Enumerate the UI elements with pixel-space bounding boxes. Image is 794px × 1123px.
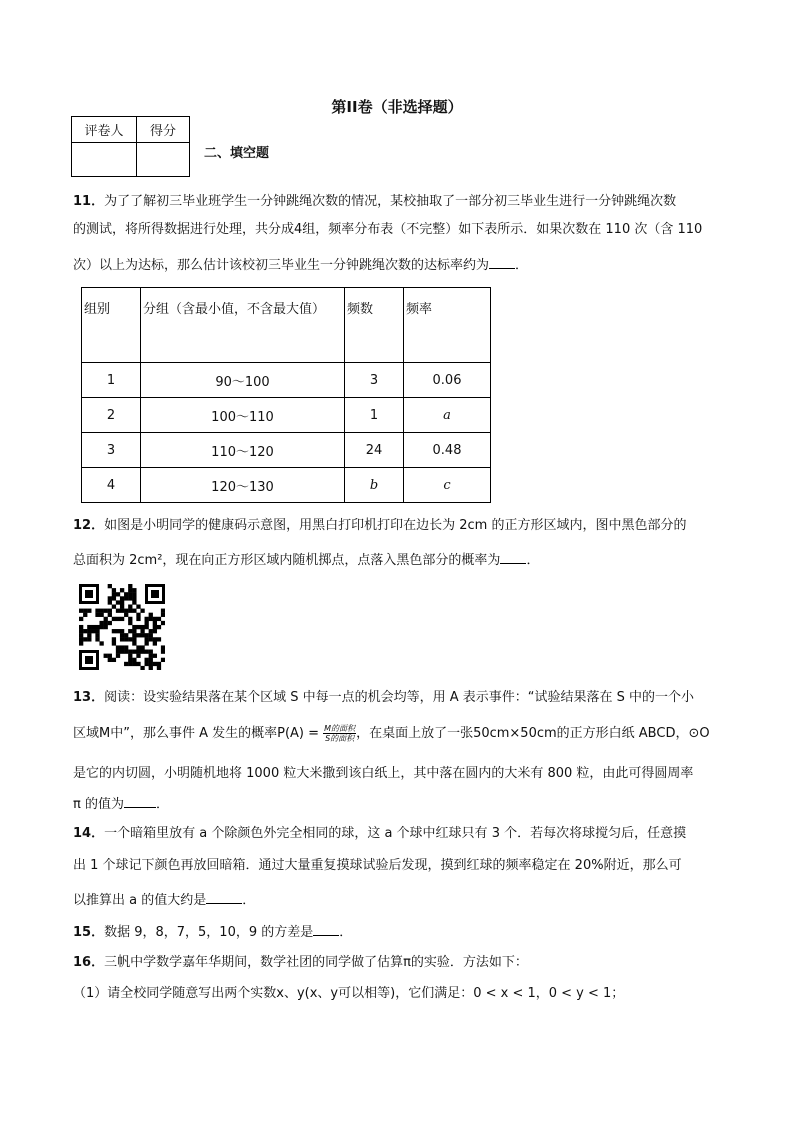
- header-count: 频数: [345, 288, 404, 363]
- q13-number: 13．: [73, 690, 105, 705]
- q14-line3: 以推算出 a 的值大约是 ．: [73, 893, 256, 908]
- header-frequency: 频率: [404, 288, 491, 363]
- q11-line3: 次）以上为达标，那么估计该校初三毕业生一分钟跳绳次数的达标率约为 ．: [73, 258, 529, 273]
- q16-number: 16．: [73, 955, 105, 970]
- q14-answer-blank[interactable]: [206, 891, 242, 904]
- q11-number: 11．: [73, 194, 105, 209]
- table-row: 2 100～110 1 a: [82, 398, 491, 433]
- q14-line2: 出 1 个球记下颜色再放回暗箱．通过大量重复摸球试验后发现，摸到红球的频率稳定在 20%附近，那么可: [73, 858, 682, 873]
- section-heading: 二、填空题: [204, 146, 270, 161]
- q16-line1: 16．三帆中学数学嘉年华期间，数学社团的同学做了估算π的实验．方法如下：: [73, 955, 528, 970]
- q13-line2: 区域M中”，那么事件 A 发生的概率P(A) = $\frac{\text{M的面积}}{\text{S的面积}}$ ，在桌面上放了一张50cm×50cm的正方形白纸 ABCD，⊙O: [73, 724, 710, 743]
- frequency-table: [81, 287, 491, 503]
- q13-line1: 13．阅读：设实验结果落在某个区域 S 中每一点的机会均等，用 A 表示事件：“试验结果落在 S 中的一个小: [73, 690, 695, 705]
- q11-line1: 11．为了了解初三毕业班学生一分钟跳绳次数的情况，某校抽取了一部分初三毕业生进行一分钟跳绳次数: [73, 194, 677, 209]
- q15-answer-blank[interactable]: [313, 923, 339, 936]
- header-range: 分组（含最小值，不含最大值）: [141, 288, 345, 363]
- qr-code-image: [79, 584, 165, 670]
- score-box: [71, 116, 190, 177]
- table-row: 3 110～120 24 0.48: [82, 433, 491, 468]
- q14-number: 14．: [73, 826, 105, 841]
- probability-fraction: $\frac{\text{M的面积}}{\text{S的面积}}$: [324, 724, 356, 743]
- header-group: 组别: [82, 288, 141, 363]
- q12-line1: 12．如图是小明同学的健康码示意图，用黑白打印机打印在边长为 2cm 的正方形区域内，图中黑色部分的: [73, 518, 687, 533]
- q12-number: 12．: [73, 518, 105, 533]
- q12-line2: 总面积为 2cm²，现在向正方形区域内随机掷点，点落入黑色部分的概率为 ．: [73, 553, 540, 568]
- q15-line1: 15．数据 9，8，7，5，10，9 的方差是 ．: [73, 925, 353, 940]
- frequency-table-header: [82, 288, 491, 363]
- table-row: 1 90～100 3 0.06: [82, 363, 491, 398]
- page-title: 第II卷（非选择题）: [331, 98, 463, 116]
- table-row: 4 120～130 b c: [82, 468, 491, 503]
- q12-answer-blank[interactable]: [500, 551, 526, 564]
- q11-line2: 的测试，将所得数据进行处理，共分成4组，频率分布表（不完整）如下表所示．如果次数在 110 次（含 110: [73, 222, 703, 237]
- score-box-score-label: 得分: [137, 117, 190, 143]
- q16-line2: （1）请全校同学随意写出两个实数x、y(x、y可以相等)，它们满足：0 < x < 1，0 < y < 1；: [73, 986, 625, 1001]
- score-box-reviewer-label: 评卷人: [72, 117, 137, 143]
- q11-answer-blank[interactable]: [489, 256, 515, 269]
- score-box-score-cell: [137, 143, 190, 177]
- q13-line3: 是它的内切圆，小明随机地将 1000 粒大米撒到该白纸上，其中落在圆内的大米有 800 粒，由此可得圆周率: [73, 766, 694, 781]
- q15-number: 15．: [73, 925, 105, 940]
- score-box-reviewer-cell: [72, 143, 137, 177]
- q13-answer-blank[interactable]: [124, 795, 156, 808]
- q13-line4: π 的值为 ．: [73, 797, 169, 812]
- q14-line1: 14．一个暗箱里放有 a 个除颜色外完全相同的球，这 a 个球中红球只有 3 个．若每次将球搅匀后，任意摸: [73, 826, 687, 841]
